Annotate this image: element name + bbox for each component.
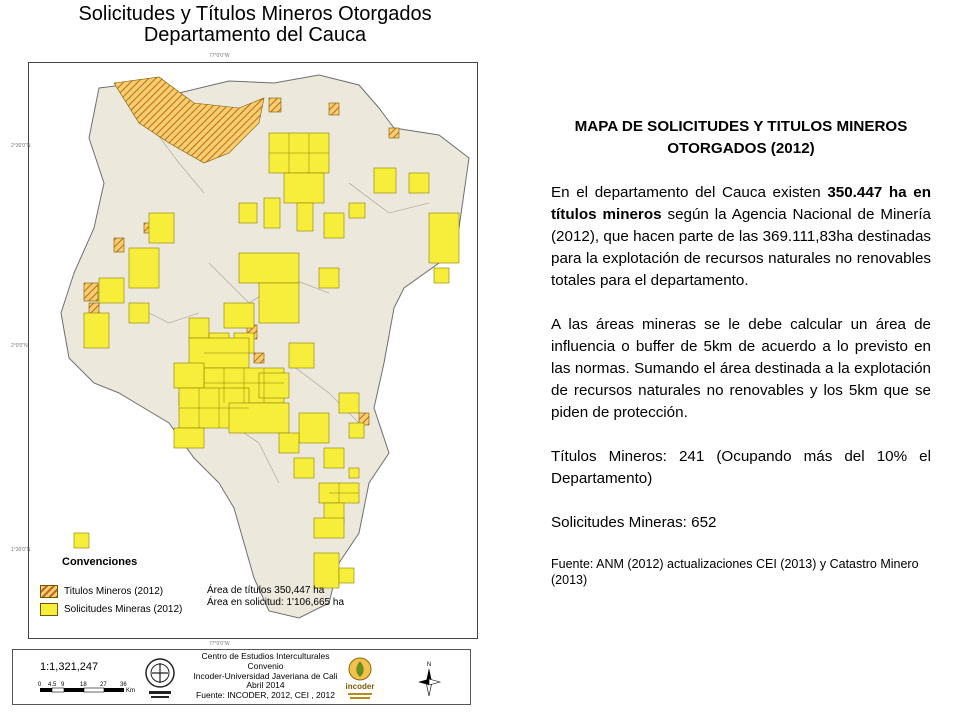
hatched-swatch-icon [40,585,58,598]
javeriana-logo-icon [143,655,177,701]
map-title [40,4,470,46]
incoder-logo-icon [343,655,377,703]
credits-line: Abril 2014 [246,680,285,691]
credits-line: Convenio [247,660,284,671]
north-label: N [426,662,432,668]
legend-item-requests [40,603,182,616]
source-note: Fuente: ANM (2012) actualizaciones CEI (2013) y Catastro Minero (2013) [551,557,919,587]
paragraph-titles-count: Títulos Mineros: 241 (Ocupando más del 10% el Departamento) [551,448,931,487]
area-titles-text: Área de títulos 350,447 ha [207,585,325,596]
coord-label: 77°0'0"W [209,641,230,647]
map-title-line1: Solicitudes y Títulos Mineros Otorgados [78,3,432,25]
map-title-line2: Departamento del Cauca [143,24,367,46]
area-requests-text: Área en solicitud: 1'106,665 ha [207,597,345,608]
coord-label: 1°30'0"N [11,547,31,553]
coord-label: 2°30'0"N [11,143,31,149]
coord-label: 2°0'0"N [11,343,28,349]
paragraph-requests-count: Solicitudes Mineras: 652 [551,514,717,531]
paragraph-titles [551,182,931,292]
scale-tick: 27 [100,682,107,688]
scale-unit: Km [126,688,135,694]
yellow-swatch-icon [40,603,58,616]
scale-tick: 36 [120,682,127,688]
credits-line: Centro de Estudios Interculturales [201,651,330,661]
credits-line: Fuente: INCODER, 2012, CEI , 2012 [196,690,335,701]
scale-ratio: 1:1,321,247 [40,661,99,673]
department-map [29,63,477,638]
paragraph-text: según la Agencia Nacional de Minería (2012), que hacen parte de las 369.111,83ha destinadas para la explotación de recursos naturales no renovables totales para el departamento. [551,206,931,289]
department-outline [61,75,469,618]
coord-label: 77°0'0"W [209,53,230,59]
credits [183,652,348,701]
legend-item-titles [40,585,163,598]
legend-item-label: Solicitudes Mineras (2012) [64,604,183,615]
scale-tick: 4.5 [48,682,57,688]
scale-tick: 18 [80,682,87,688]
scale-tick: 0 [38,682,42,688]
incoder-logo-label: incoder [345,682,375,691]
scale-bar-segments [40,688,124,692]
map-frame [11,53,478,647]
description-panel [551,116,931,588]
north-arrow-icon [416,660,442,700]
paragraph-text: En el departamento del Cauca existen [551,184,828,201]
legend-title: Convenciones [62,556,138,568]
panel-title: MAPA DE SOLICITUDES Y TITULOS MINEROS OTORGADOS (2012) [574,118,908,157]
paragraph-bold-text: 350.447 ha en títulos mineros [551,184,931,223]
scale-tick: 9 [61,682,65,688]
credits-line: Incoder-Universidad Javeriana de Cali [193,670,338,681]
area-note [207,585,344,609]
scale-bar [38,679,138,699]
paragraph-buffer: A las áreas mineras se le debe calcular un área de influencia o buffer de 5km de acuerdo a lo previsto en las normas. Sumando el área destinada a la explotación de recursos naturales no renovables y los 5km que se piden de protección. [551,316,931,421]
legend-item-label: Titulos Mineros (2012) [64,586,164,597]
